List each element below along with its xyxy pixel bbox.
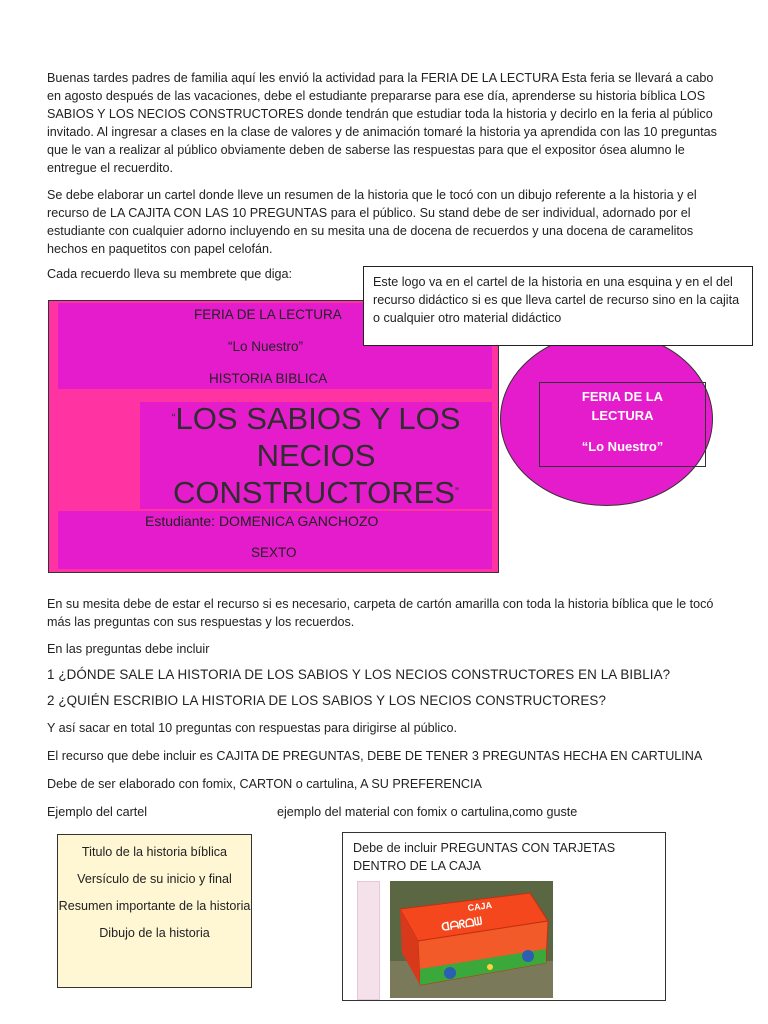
- question-box-photo: [390, 881, 553, 998]
- logo-box: [539, 382, 706, 467]
- elaborado-paragraph: Debe de ser elaborado con fomix, CARTON o cartulina, A SU PREFERENCIA: [47, 777, 482, 791]
- contents-item-2: Versículo de su inicio y final: [77, 872, 232, 886]
- preguntas-intro: En las preguntas debe incluir: [47, 642, 210, 656]
- intro-paragraph: Buenas tardes padres de familia aquí les envió la actividad para la FERIA DE LA LECTURA Esta feria se llevará a cabo en agosto después de las vacaciones, debe el estudiante prepararse para ese día, aprenderse su historia bíblica LOS SABIOS Y LOS NECIOS CONSTRUCTORES donde tendrán que estudiar toda la historia y decirlo en la feria al público invitado. Al ingresar a clases en la clase de valores y de animación tomaré la historia ya aprendida con las 10 preguntas que le van a realizar al público obviamente deben de saberse las respuestas para que el expositor ósea alumno le entregue el recuerdito.: [47, 71, 717, 175]
- cartel-historia-label: HISTORIA BIBLICA: [209, 371, 328, 386]
- cartel-feria-label: FERIA DE LA LECTURA: [194, 307, 342, 322]
- open-quote: “: [171, 411, 176, 425]
- box-caja-label: CAJA: [467, 900, 493, 913]
- ejemplo-cartel-label: Ejemplo del cartel: [47, 805, 148, 819]
- cartel-lo-nuestro: “Lo Nuestro”: [228, 339, 304, 354]
- cartel-grade: SEXTO: [251, 545, 297, 560]
- recuerdo-paragraph: Cada recuerdo lleva su membrete que diga:: [47, 267, 293, 281]
- title-line-1: LOS SABIOS Y LOS: [175, 401, 461, 436]
- title-line-3: CONSTRUCTORES: [173, 475, 455, 510]
- mesita-paragraph: En su mesita debe de estar el recurso si es necesario, carpeta de cartón amarilla con toda la historia bíblica que le tocó más las preguntas con sus respuestas y los recuerdos.: [47, 597, 714, 629]
- ejemplo-material-label: ejemplo del material con fomix o cartulina,como guste: [277, 805, 578, 819]
- logo-note-box: Este logo va en el cartel de la historia en una esquina y en el del recurso didáctico si es que lleva cartel de recurso sino en la cajita o cualquier otro material didáctico: [363, 266, 753, 346]
- cartel-contents-box: [57, 834, 252, 988]
- contents-item-3: Resumen importante de la historia: [58, 899, 251, 913]
- recurso-paragraph: El recurso que debe incluir es CAJITA DE PREGUNTAS, DEBE DE TENER 3 PREGUNTAS HECHA EN CARTULINA: [47, 749, 703, 763]
- logo-line-2: LECTURA: [591, 408, 654, 423]
- contents-item-4: Dibujo de la historia: [99, 926, 210, 940]
- close-quote: ”: [454, 485, 459, 499]
- logo-line-1: FERIA DE LA: [581, 389, 664, 404]
- question-box-illustration: [390, 881, 553, 998]
- cartel-student: Estudiante: DOMENICA GANCHOZO: [145, 513, 379, 529]
- title-line-2: NECIOS: [256, 438, 376, 473]
- question-1: 1 ¿DÓNDE SALE LA HISTORIA DE LOS SABIOS Y LOS NECIOS CONSTRUCTORES EN LA BIBLIA?: [47, 667, 671, 682]
- material-example-text: Debe de incluir PREGUNTAS CON TARJETAS DENTRO DE LA CAJA: [353, 841, 616, 873]
- cartel-paragraph: Se debe elaborar un cartel donde lleve un resumen de la historia que le tocó con un dibujo referente a la historia y el recurso de LA CAJITA CON LAS 10 PREGUNTAS para el público. Su stand debe de ser individual, adornado por el estudiante con cualquier adorno incluyendo en su mesita una de docena de recuerdos y una docena de caramelitos hechos en paquetitos con papel celofán.: [47, 188, 697, 256]
- cartel-story-title: [140, 400, 492, 511]
- box-lid-scribble: ᗡᗩᖇᗝᗯ: [440, 915, 484, 934]
- total-paragraph: Y así sacar en total 10 preguntas con respuestas para dirigirse al público.: [47, 721, 458, 735]
- material-example-box: [342, 832, 666, 1001]
- pink-strip: [357, 881, 380, 1000]
- contents-item-1: Titulo de la historia bíblica: [81, 845, 228, 859]
- logo-line-3: “Lo Nuestro”: [581, 439, 664, 454]
- question-2: 2 ¿QUIÉN ESCRIBIO LA HISTORIA DE LOS SABIOS Y LOS NECIOS CONSTRUCTORES?: [47, 693, 606, 708]
